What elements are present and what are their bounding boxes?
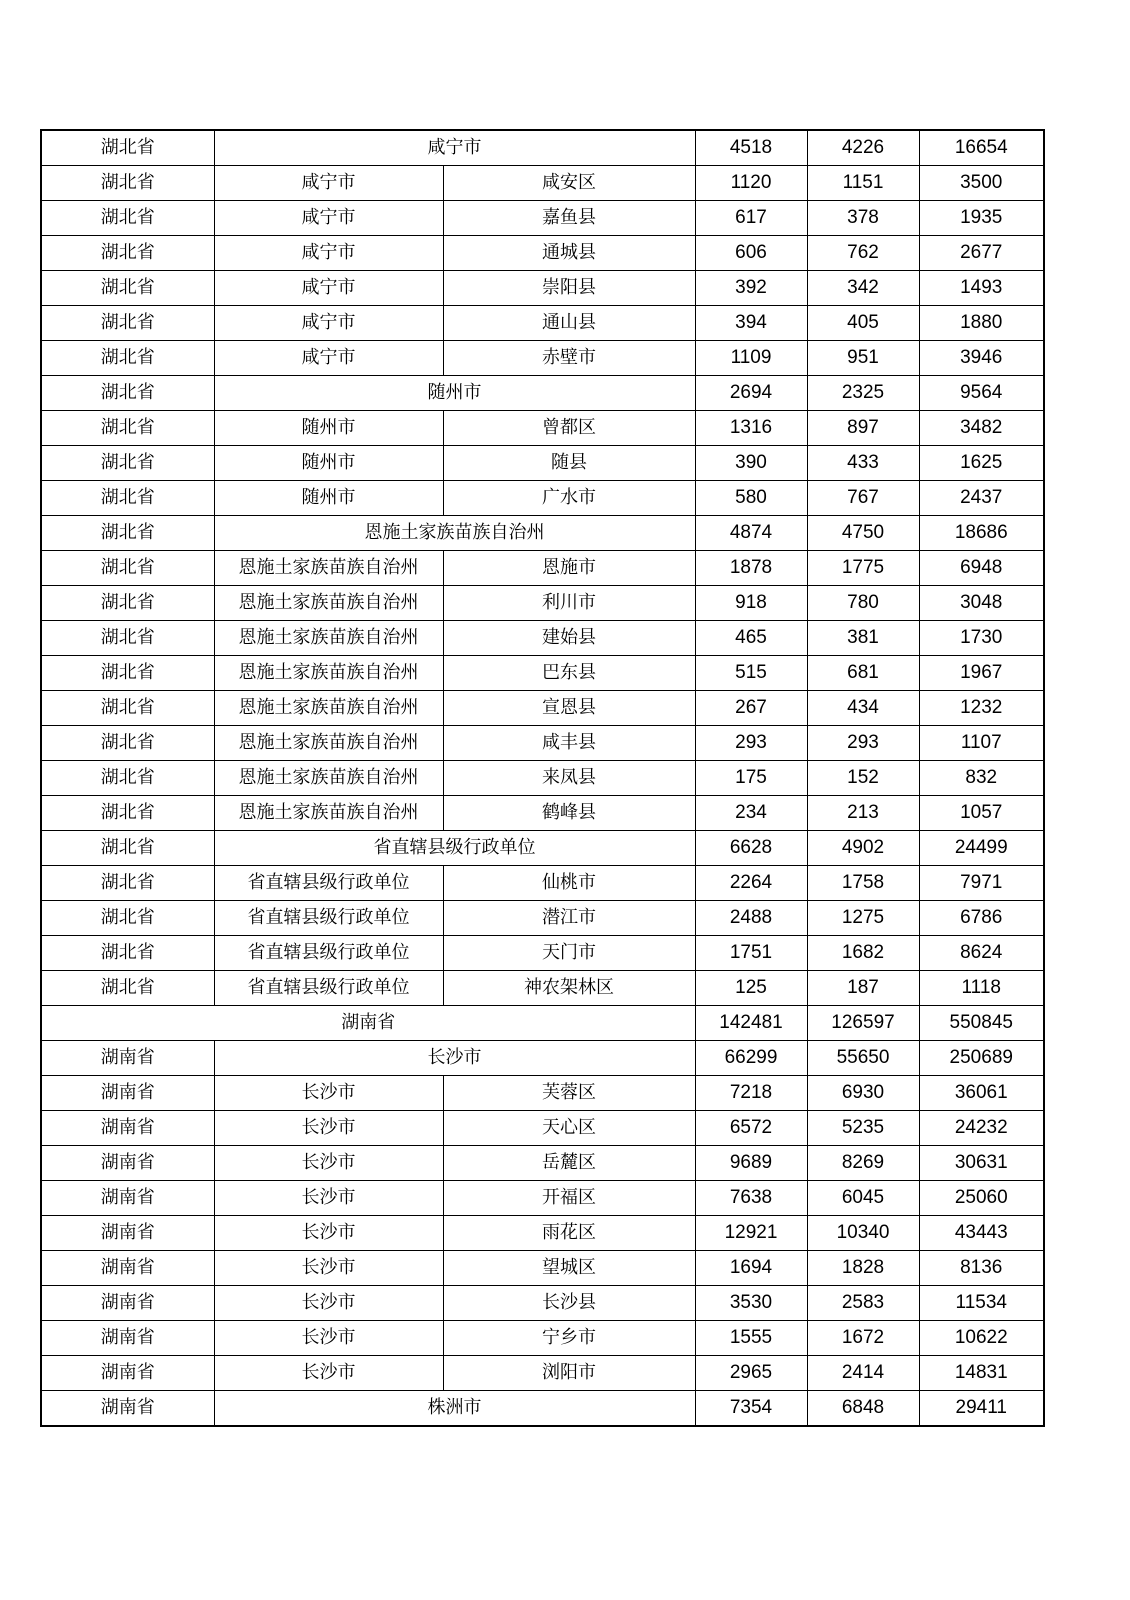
city-row	[41, 376, 1044, 411]
value-cell-3: 550845	[919, 1006, 1044, 1041]
value-cell-1: 6628	[695, 831, 807, 866]
value-cell-3: 25060	[919, 1181, 1044, 1216]
city-cell: 长沙市	[214, 1111, 443, 1146]
city-cell: 随州市	[214, 481, 443, 516]
value-cell-2: 405	[807, 306, 919, 341]
province-cell: 湖北省	[41, 341, 214, 376]
statistics-table	[40, 129, 1045, 1427]
city-cell: 长沙市	[214, 1216, 443, 1251]
county-cell: 通山县	[443, 306, 695, 341]
value-cell-3: 10622	[919, 1321, 1044, 1356]
value-cell-2: 55650	[807, 1041, 919, 1076]
county-row	[41, 236, 1044, 271]
county-row	[41, 621, 1044, 656]
value-cell-3: 1880	[919, 306, 1044, 341]
value-cell-2: 381	[807, 621, 919, 656]
value-cell-3: 8136	[919, 1251, 1044, 1286]
province-row	[41, 1006, 1044, 1041]
province-cell: 湖北省	[41, 376, 214, 411]
county-cell: 望城区	[443, 1251, 695, 1286]
value-cell-3: 9564	[919, 376, 1044, 411]
value-cell-1: 390	[695, 446, 807, 481]
county-cell: 广水市	[443, 481, 695, 516]
city-row	[41, 831, 1044, 866]
province-cell: 湖南省	[41, 1286, 214, 1321]
city-cell: 咸宁市	[214, 306, 443, 341]
city-name-cell: 咸宁市	[214, 130, 695, 166]
value-cell-1: 1555	[695, 1321, 807, 1356]
province-cell: 湖南省	[41, 1041, 214, 1076]
value-cell-2: 767	[807, 481, 919, 516]
value-cell-3: 11534	[919, 1286, 1044, 1321]
city-name-cell: 恩施土家族苗族自治州	[214, 516, 695, 551]
value-cell-3: 18686	[919, 516, 1044, 551]
province-cell: 湖北省	[41, 656, 214, 691]
county-row	[41, 411, 1044, 446]
province-cell: 湖北省	[41, 271, 214, 306]
value-cell-1: 3530	[695, 1286, 807, 1321]
value-cell-2: 4750	[807, 516, 919, 551]
province-cell: 湖北省	[41, 130, 214, 166]
value-cell-3: 36061	[919, 1076, 1044, 1111]
value-cell-1: 394	[695, 306, 807, 341]
value-cell-1: 580	[695, 481, 807, 516]
city-cell: 长沙市	[214, 1251, 443, 1286]
county-row	[41, 341, 1044, 376]
province-cell: 湖北省	[41, 586, 214, 621]
value-cell-3: 1967	[919, 656, 1044, 691]
value-cell-3: 29411	[919, 1391, 1044, 1427]
value-cell-2: 762	[807, 236, 919, 271]
value-cell-1: 4874	[695, 516, 807, 551]
city-cell: 长沙市	[214, 1321, 443, 1356]
county-row	[41, 1076, 1044, 1111]
province-cell: 湖南省	[41, 1216, 214, 1251]
province-cell: 湖南省	[41, 1321, 214, 1356]
province-cell: 湖南省	[41, 1146, 214, 1181]
county-row	[41, 726, 1044, 761]
county-cell: 利川市	[443, 586, 695, 621]
value-cell-2: 780	[807, 586, 919, 621]
value-cell-1: 7218	[695, 1076, 807, 1111]
value-cell-1: 1751	[695, 936, 807, 971]
province-cell: 湖北省	[41, 621, 214, 656]
city-cell: 随州市	[214, 446, 443, 481]
county-cell: 浏阳市	[443, 1356, 695, 1391]
value-cell-2: 1828	[807, 1251, 919, 1286]
value-cell-1: 1316	[695, 411, 807, 446]
value-cell-2: 6930	[807, 1076, 919, 1111]
city-cell: 恩施土家族苗族自治州	[214, 656, 443, 691]
province-cell: 湖北省	[41, 201, 214, 236]
value-cell-2: 4226	[807, 130, 919, 166]
value-cell-3: 7971	[919, 866, 1044, 901]
value-cell-2: 951	[807, 341, 919, 376]
value-cell-2: 2583	[807, 1286, 919, 1321]
value-cell-1: 12921	[695, 1216, 807, 1251]
city-cell: 长沙市	[214, 1076, 443, 1111]
province-cell: 湖北省	[41, 866, 214, 901]
value-cell-2: 1775	[807, 551, 919, 586]
province-cell: 湖北省	[41, 971, 214, 1006]
province-cell: 湖南省	[41, 1391, 214, 1427]
county-cell: 宁乡市	[443, 1321, 695, 1356]
county-cell: 神农架林区	[443, 971, 695, 1006]
province-cell: 湖北省	[41, 446, 214, 481]
city-cell: 省直辖县级行政单位	[214, 901, 443, 936]
value-cell-1: 9689	[695, 1146, 807, 1181]
value-cell-1: 234	[695, 796, 807, 831]
value-cell-1: 606	[695, 236, 807, 271]
value-cell-2: 6045	[807, 1181, 919, 1216]
city-name-cell: 省直辖县级行政单位	[214, 831, 695, 866]
value-cell-3: 1107	[919, 726, 1044, 761]
city-row	[41, 130, 1044, 166]
city-cell: 恩施土家族苗族自治州	[214, 551, 443, 586]
value-cell-3: 1625	[919, 446, 1044, 481]
value-cell-3: 1232	[919, 691, 1044, 726]
value-cell-2: 8269	[807, 1146, 919, 1181]
value-cell-3: 24232	[919, 1111, 1044, 1146]
city-cell: 恩施土家族苗族自治州	[214, 726, 443, 761]
county-row	[41, 306, 1044, 341]
county-row	[41, 971, 1044, 1006]
province-cell: 湖北省	[41, 481, 214, 516]
value-cell-3: 250689	[919, 1041, 1044, 1076]
city-cell: 长沙市	[214, 1286, 443, 1321]
value-cell-3: 3048	[919, 586, 1044, 621]
value-cell-3: 16654	[919, 130, 1044, 166]
county-cell: 建始县	[443, 621, 695, 656]
county-cell: 芙蓉区	[443, 1076, 695, 1111]
value-cell-3: 1730	[919, 621, 1044, 656]
value-cell-2: 342	[807, 271, 919, 306]
county-row	[41, 1286, 1044, 1321]
city-cell: 咸宁市	[214, 166, 443, 201]
value-cell-1: 293	[695, 726, 807, 761]
county-row	[41, 866, 1044, 901]
city-cell: 省直辖县级行政单位	[214, 866, 443, 901]
value-cell-2: 2325	[807, 376, 919, 411]
county-cell: 咸安区	[443, 166, 695, 201]
county-cell: 恩施市	[443, 551, 695, 586]
county-row	[41, 446, 1044, 481]
province-cell: 湖南省	[41, 1181, 214, 1216]
city-cell: 恩施土家族苗族自治州	[214, 761, 443, 796]
province-name-cell: 湖南省	[41, 1006, 695, 1041]
province-cell: 湖南省	[41, 1111, 214, 1146]
province-cell: 湖北省	[41, 166, 214, 201]
county-cell: 长沙县	[443, 1286, 695, 1321]
province-cell: 湖南省	[41, 1076, 214, 1111]
value-cell-2: 1682	[807, 936, 919, 971]
county-cell: 咸丰县	[443, 726, 695, 761]
value-cell-2: 2414	[807, 1356, 919, 1391]
county-row	[41, 1111, 1044, 1146]
county-cell: 崇阳县	[443, 271, 695, 306]
province-cell: 湖北省	[41, 901, 214, 936]
county-cell: 通城县	[443, 236, 695, 271]
province-cell: 湖北省	[41, 796, 214, 831]
county-cell: 鹤峰县	[443, 796, 695, 831]
city-cell: 长沙市	[214, 1146, 443, 1181]
value-cell-3: 3500	[919, 166, 1044, 201]
city-name-cell: 长沙市	[214, 1041, 695, 1076]
county-row	[41, 586, 1044, 621]
county-row	[41, 1356, 1044, 1391]
city-cell: 长沙市	[214, 1356, 443, 1391]
county-cell: 随县	[443, 446, 695, 481]
value-cell-2: 152	[807, 761, 919, 796]
value-cell-3: 2677	[919, 236, 1044, 271]
province-cell: 湖北省	[41, 551, 214, 586]
value-cell-1: 267	[695, 691, 807, 726]
value-cell-2: 1151	[807, 166, 919, 201]
value-cell-3: 3946	[919, 341, 1044, 376]
county-row	[41, 1251, 1044, 1286]
value-cell-2: 378	[807, 201, 919, 236]
county-cell: 宣恩县	[443, 691, 695, 726]
value-cell-1: 465	[695, 621, 807, 656]
province-cell: 湖北省	[41, 411, 214, 446]
city-cell: 省直辖县级行政单位	[214, 936, 443, 971]
value-cell-3: 1118	[919, 971, 1044, 1006]
province-cell: 湖北省	[41, 831, 214, 866]
value-cell-1: 2965	[695, 1356, 807, 1391]
city-row	[41, 516, 1044, 551]
county-cell: 曾都区	[443, 411, 695, 446]
value-cell-3: 6948	[919, 551, 1044, 586]
value-cell-3: 2437	[919, 481, 1044, 516]
value-cell-2: 1672	[807, 1321, 919, 1356]
province-cell: 湖北省	[41, 761, 214, 796]
province-cell: 湖北省	[41, 691, 214, 726]
value-cell-3: 6786	[919, 901, 1044, 936]
province-cell: 湖北省	[41, 306, 214, 341]
value-cell-3: 1935	[919, 201, 1044, 236]
province-cell: 湖北省	[41, 516, 214, 551]
value-cell-2: 6848	[807, 1391, 919, 1427]
value-cell-1: 617	[695, 201, 807, 236]
city-row	[41, 1391, 1044, 1427]
county-cell: 赤壁市	[443, 341, 695, 376]
table-body	[41, 130, 1044, 1426]
value-cell-2: 10340	[807, 1216, 919, 1251]
value-cell-3: 3482	[919, 411, 1044, 446]
value-cell-1: 918	[695, 586, 807, 621]
province-cell: 湖北省	[41, 726, 214, 761]
city-cell: 随州市	[214, 411, 443, 446]
city-cell: 恩施土家族苗族自治州	[214, 586, 443, 621]
value-cell-1: 125	[695, 971, 807, 1006]
value-cell-2: 126597	[807, 1006, 919, 1041]
county-cell: 潜江市	[443, 901, 695, 936]
county-row	[41, 761, 1044, 796]
value-cell-2: 1275	[807, 901, 919, 936]
city-cell: 恩施土家族苗族自治州	[214, 796, 443, 831]
value-cell-2: 4902	[807, 831, 919, 866]
county-cell: 天心区	[443, 1111, 695, 1146]
value-cell-1: 515	[695, 656, 807, 691]
value-cell-2: 1758	[807, 866, 919, 901]
county-cell: 雨花区	[443, 1216, 695, 1251]
county-row	[41, 691, 1044, 726]
value-cell-1: 66299	[695, 1041, 807, 1076]
county-row	[41, 551, 1044, 586]
value-cell-3: 24499	[919, 831, 1044, 866]
province-cell: 湖南省	[41, 1251, 214, 1286]
city-name-cell: 株洲市	[214, 1391, 695, 1427]
value-cell-2: 213	[807, 796, 919, 831]
value-cell-1: 175	[695, 761, 807, 796]
county-row	[41, 936, 1044, 971]
value-cell-2: 433	[807, 446, 919, 481]
value-cell-3: 1493	[919, 271, 1044, 306]
province-cell: 湖南省	[41, 1356, 214, 1391]
county-row	[41, 481, 1044, 516]
city-cell: 长沙市	[214, 1181, 443, 1216]
value-cell-3: 832	[919, 761, 1044, 796]
value-cell-1: 142481	[695, 1006, 807, 1041]
county-cell: 来凤县	[443, 761, 695, 796]
value-cell-2: 187	[807, 971, 919, 1006]
value-cell-1: 4518	[695, 130, 807, 166]
county-cell: 嘉鱼县	[443, 201, 695, 236]
province-cell: 湖北省	[41, 936, 214, 971]
city-name-cell: 随州市	[214, 376, 695, 411]
county-row	[41, 271, 1044, 306]
county-row	[41, 1321, 1044, 1356]
city-cell: 咸宁市	[214, 271, 443, 306]
county-row	[41, 1216, 1044, 1251]
value-cell-2: 5235	[807, 1111, 919, 1146]
value-cell-1: 1694	[695, 1251, 807, 1286]
city-cell: 省直辖县级行政单位	[214, 971, 443, 1006]
value-cell-3: 8624	[919, 936, 1044, 971]
city-cell: 恩施土家族苗族自治州	[214, 691, 443, 726]
city-cell: 咸宁市	[214, 341, 443, 376]
county-row	[41, 1181, 1044, 1216]
county-row	[41, 166, 1044, 201]
county-row	[41, 796, 1044, 831]
value-cell-1: 2488	[695, 901, 807, 936]
value-cell-1: 2694	[695, 376, 807, 411]
value-cell-2: 897	[807, 411, 919, 446]
county-cell: 岳麓区	[443, 1146, 695, 1181]
value-cell-1: 7354	[695, 1391, 807, 1427]
value-cell-3: 43443	[919, 1216, 1044, 1251]
county-row	[41, 656, 1044, 691]
value-cell-3: 30631	[919, 1146, 1044, 1181]
value-cell-3: 1057	[919, 796, 1044, 831]
value-cell-2: 293	[807, 726, 919, 761]
county-cell: 仙桃市	[443, 866, 695, 901]
county-cell: 天门市	[443, 936, 695, 971]
value-cell-1: 1878	[695, 551, 807, 586]
value-cell-1: 392	[695, 271, 807, 306]
city-cell: 恩施土家族苗族自治州	[214, 621, 443, 656]
value-cell-2: 434	[807, 691, 919, 726]
county-row	[41, 201, 1044, 236]
value-cell-1: 2264	[695, 866, 807, 901]
value-cell-1: 7638	[695, 1181, 807, 1216]
value-cell-3: 14831	[919, 1356, 1044, 1391]
province-cell: 湖北省	[41, 236, 214, 271]
county-cell: 巴东县	[443, 656, 695, 691]
county-row	[41, 901, 1044, 936]
city-cell: 咸宁市	[214, 201, 443, 236]
city-cell: 咸宁市	[214, 236, 443, 271]
city-row	[41, 1041, 1044, 1076]
value-cell-1: 1109	[695, 341, 807, 376]
value-cell-1: 6572	[695, 1111, 807, 1146]
county-cell: 开福区	[443, 1181, 695, 1216]
county-row	[41, 1146, 1044, 1181]
value-cell-1: 1120	[695, 166, 807, 201]
value-cell-2: 681	[807, 656, 919, 691]
